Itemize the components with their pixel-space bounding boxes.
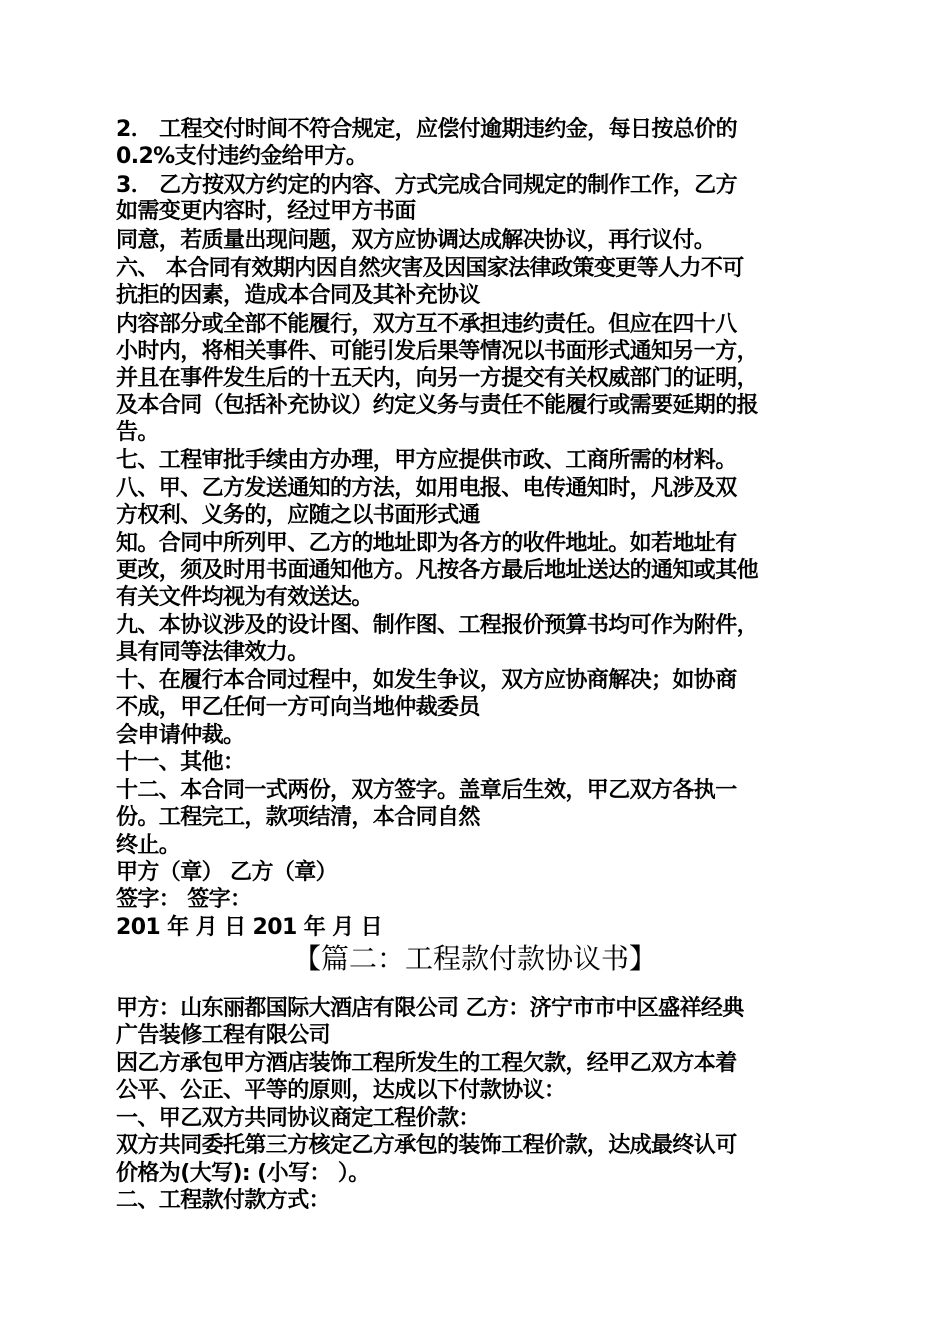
text-line: 会申请仲裁。 bbox=[116, 723, 245, 748]
text-line: 201 年 月 日 201 年 月 日 bbox=[116, 915, 383, 940]
text-line: 小时内，将相关事件、可能引发后果等情况以书面形式通知另一方， bbox=[116, 339, 759, 364]
text-line: 甲方（章） 乙方（章） bbox=[116, 860, 338, 885]
text-line: 不成，甲乙任何一方可向当地仲裁委员 bbox=[116, 695, 480, 720]
text-line: 及本合同（包括补充协议）约定义务与责任不能履行或需要延期的报 bbox=[116, 393, 759, 418]
text-line: 告。 bbox=[116, 420, 159, 445]
text-line: 十一、其他： bbox=[116, 750, 245, 775]
text-line: 0.2%支付违约金给甲方。 bbox=[116, 144, 368, 169]
text-line: 双方共同委托第三方核定乙方承包的装饰工程价款，达成最终认可 bbox=[116, 1133, 737, 1158]
text-line: 并且在事件发生后的十五天内，向另一方提交有关权威部门的证明， bbox=[116, 366, 759, 391]
text-line: 知。合同中所列甲、乙方的地址即为各方的收件地址。如若地址有 bbox=[116, 531, 737, 556]
text-line: 抗拒的因素，造成本合同及其补充协议 bbox=[116, 283, 480, 308]
text-line: 3． 乙方按双方约定的内容、方式完成合同规定的制作工作，乙方 bbox=[116, 173, 737, 198]
text-line: 如需变更内容时，经过甲方书面 bbox=[116, 199, 416, 224]
text-line: 更改，须及时用书面通知他方。凡按各方最后地址送达的通知或其他 bbox=[116, 558, 759, 583]
text-line: 份。工程完工，款项结清，本合同自然 bbox=[116, 805, 480, 830]
text-line: 同意，若质量出现问题，双方应协调达成解决协议，再行议付。 bbox=[116, 228, 716, 253]
text-line: 九、本协议涉及的设计图、制作图、工程报价预算书均可作为附件， bbox=[116, 613, 759, 638]
text-line: 价格为(大写): (小写： ）。 bbox=[116, 1161, 370, 1186]
text-line: 因乙方承包甲方酒店装饰工程所发生的工程欠款，经甲乙双方本着 bbox=[116, 1051, 737, 1076]
text-line: 2． 工程交付时间不符合规定，应偿付逾期违约金，每日按总价的 bbox=[116, 117, 737, 142]
text-line: 内容部分或全部不能履行，双方互不承担违约责任。但应在四十八 bbox=[116, 312, 737, 337]
text-line: 具有同等法律效力。 bbox=[116, 640, 309, 665]
text-line: 甲方：山东丽都国际大酒店有限公司 乙方：济宁市市中区盛祥经典 bbox=[116, 996, 744, 1021]
text-line: 一、甲乙双方共同协议商定工程价款： bbox=[116, 1106, 480, 1131]
text-line: 公平、公正、平等的原则，达成以下付款协议： bbox=[116, 1078, 566, 1103]
text-line: 六、 本合同有效期内因自然灾害及因国家法律政策变更等人力不可 bbox=[116, 256, 744, 281]
text-line: 十、在履行本合同过程中，如发生争议，双方应协商解决；如协商 bbox=[116, 668, 737, 693]
text-line: 广告装修工程有限公司 bbox=[116, 1023, 331, 1048]
text-line: 七、工程审批手续由方办理，甲方应提供市政、工商所需的材料。 bbox=[116, 448, 737, 473]
text-line: 方权利、义务的，应随之以书面形式通 bbox=[116, 503, 480, 528]
text-line: 签字： 签字： bbox=[116, 887, 252, 912]
text-line: 十二、本合同一式两份，双方签字。盖章后生效，甲乙双方各执一 bbox=[116, 778, 737, 803]
section-heading: 【篇二：工程款付款协议书】 bbox=[292, 942, 657, 975]
text-line: 二、工程款付款方式： bbox=[116, 1188, 331, 1213]
text-line: 有关文件均视为有效送达。 bbox=[116, 585, 373, 610]
text-line: 终止。 bbox=[116, 833, 181, 858]
text-line: 八、甲、乙方发送通知的方法，如用电报、电传通知时，凡涉及双 bbox=[116, 476, 737, 501]
